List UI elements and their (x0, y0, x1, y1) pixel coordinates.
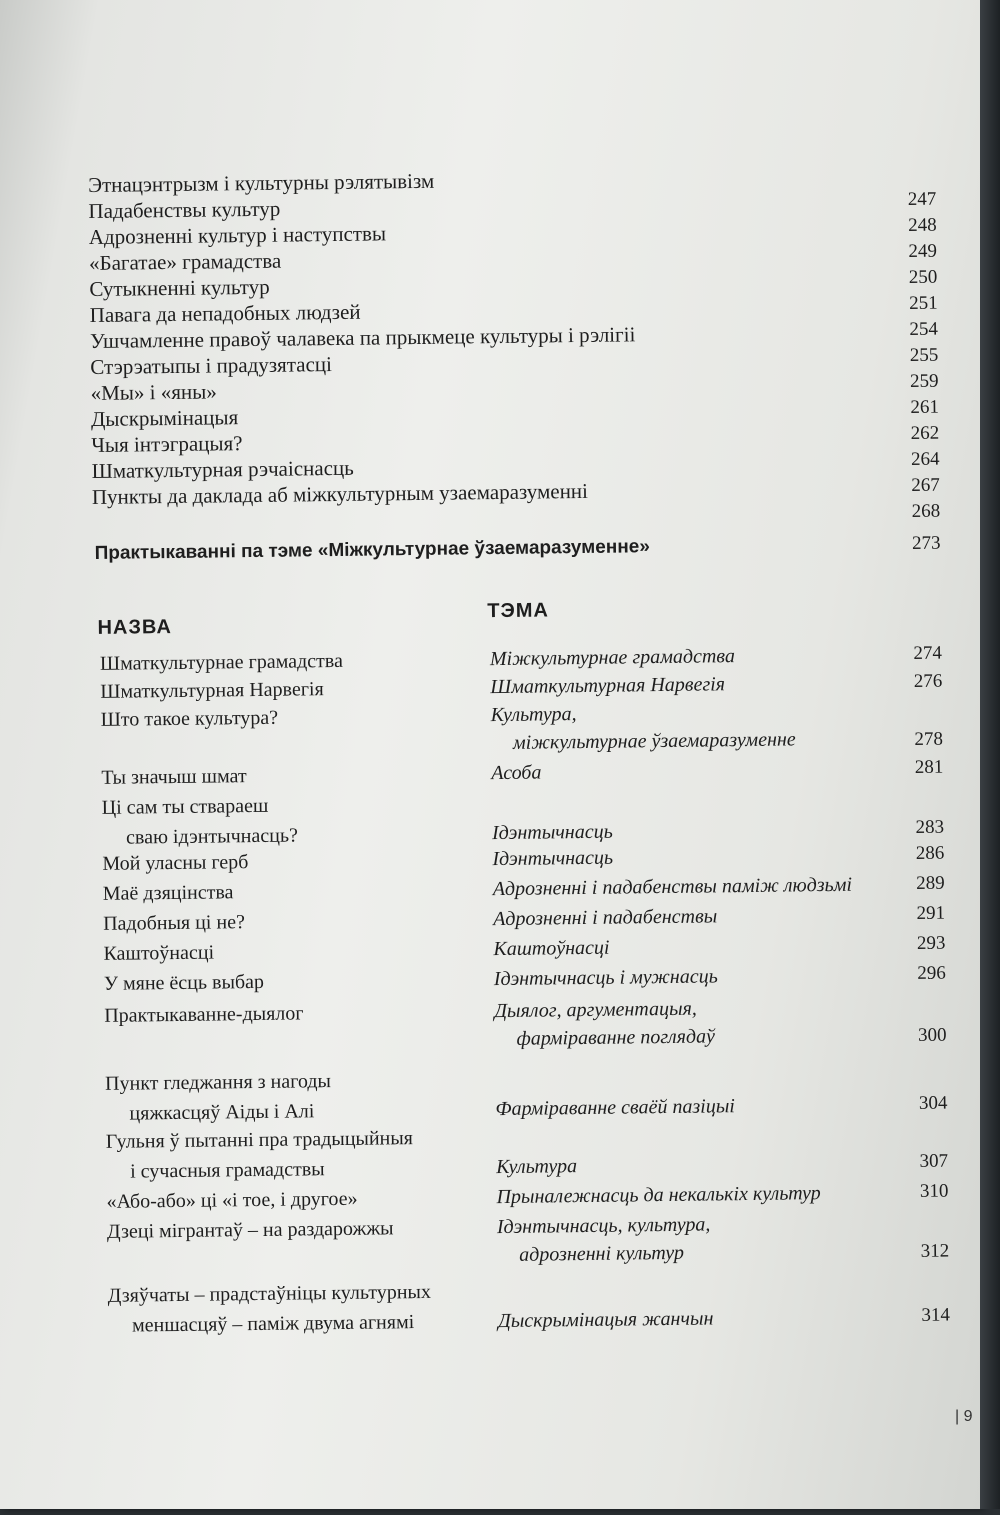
exercise-theme: Ідэнтычнасць, культура, (496, 1213, 711, 1239)
exercise-name: У мяне ёсць выбар (103, 970, 265, 995)
exercise-theme: Каштоўнасці (493, 936, 610, 961)
exercise-name: Ці сам ты ствараеш (101, 794, 269, 819)
exercise-theme: Ідэнтычнасць (491, 820, 613, 845)
page-number: | 9 (955, 1408, 973, 1425)
exercise-name: Дзяўчаты – прадстаўніцы культурных (107, 1280, 432, 1307)
exercise-theme: Шматкультурная Нарвегія (490, 673, 726, 699)
toc-page: 251 (909, 292, 938, 314)
exercise-theme-line2: фарміраванне поглядаў (516, 1025, 716, 1050)
exercise-page: 291 (916, 902, 946, 924)
exercise-page: 300 (917, 1024, 947, 1046)
toc-title: Павага да непадобных людзей (89, 299, 361, 327)
column-header-name: НАЗВА (97, 616, 172, 639)
exercise-theme-line2: адрозненні культур (519, 1241, 685, 1266)
toc-page: 249 (908, 240, 938, 262)
toc-page: 250 (908, 266, 938, 288)
toc-page: 248 (908, 214, 937, 236)
exercise-name: Каштоўнасці (103, 941, 215, 965)
toc-title: Шматкультурная рэчаіснасць (91, 455, 354, 483)
exercise-page: 314 (921, 1304, 951, 1326)
toc-title: Пункты да даклада аб міжкультурным узаемаразуменні (91, 478, 589, 509)
exercise-name: Маё дзяцінства (102, 881, 234, 905)
exercise-theme: Культура, (490, 703, 577, 727)
exercise-name: Падобныя ці не? (103, 911, 246, 935)
exercise-page: 296 (917, 962, 946, 984)
exercise-page: 310 (919, 1180, 949, 1202)
exercise-name: Гульня ў пытанні пра традыцыйныя (105, 1127, 414, 1153)
toc-title: «Мы» і «яны» (90, 379, 217, 405)
exercise-page: 274 (913, 642, 943, 664)
praktykavanni-heading (94, 533, 940, 565)
exercise-name-line2: меншасцяў – паміж двума агнямі (131, 1311, 415, 1337)
exercise-theme: Адрозненні і падабенствы (492, 905, 718, 931)
exercise-name: Практыкаванне-дыялог (104, 1002, 304, 1027)
exercise-theme: Дыскрымінацыя жанчын (497, 1307, 714, 1333)
praktykavanni-page: 273 (911, 532, 941, 554)
exercise-theme: Міжкультурнае грамадства (489, 645, 736, 671)
exercise-name: Шматкультурнае грамадства (99, 649, 344, 675)
toc-page: 247 (907, 188, 937, 210)
praktykavanni-title: Практыкаванні па тэме «Міжкультурнае ўзаемаразуменне» (94, 536, 650, 564)
exercise-theme: Адрозненні і падабенствы паміж людзьмі (492, 873, 853, 901)
exercise-name: Пункт гледжання з нагоды (104, 1070, 332, 1095)
toc-title: Дыскрымінацыя (90, 405, 239, 431)
toc-page: 268 (911, 500, 941, 522)
toc-page: 254 (909, 318, 939, 340)
exercise-name: Дзеці мігрантаў – на раздарожжы (106, 1217, 394, 1243)
exercise-theme: Асоба (491, 761, 542, 785)
exercise-page: 304 (918, 1092, 948, 1114)
exercise-page: 278 (914, 728, 944, 750)
exercise-page: 293 (916, 932, 946, 954)
exercise-theme-line2: міжкультурнае ўзаемаразуменне (512, 728, 796, 754)
toc-page: 255 (909, 344, 939, 366)
toc-page: 261 (910, 396, 940, 418)
exercise-name-line2: цяжкасцяў Аіды і Алі (129, 1100, 315, 1125)
toc-title: Падабенствы культур (88, 196, 281, 224)
toc-title: Чыя інтэграцыя? (91, 431, 243, 457)
toc-top-list (0, 0, 974, 522)
exercise-page: 312 (920, 1240, 950, 1262)
toc-page: 259 (909, 370, 939, 392)
exercise-name: Шматкультурная Нарвегія (100, 678, 324, 703)
exercise-page: 276 (913, 670, 943, 692)
exercise-page: 286 (915, 842, 945, 864)
toc-page: 264 (910, 448, 940, 470)
toc-title: Сутыкненні культур (89, 274, 270, 301)
book-edge (980, 0, 1000, 1509)
exercise-page: 307 (919, 1150, 949, 1172)
toc-page: 267 (911, 474, 940, 496)
exercise-theme: Дыялог, аргументацыя, (494, 997, 697, 1023)
exercise-theme: Прыналежнасць да некалькіх культур (496, 1182, 821, 1209)
exercise-theme: Культура (496, 1155, 578, 1179)
exercise-theme: Ідэнтычнасць і мужнасць (493, 965, 718, 991)
exercise-name: Што такое культура? (100, 706, 279, 731)
exercise-theme: Фарміраванне сваёй пазіцыі (495, 1095, 735, 1121)
exercise-page: 289 (916, 872, 945, 894)
toc-title: «Багатае» грамадства (88, 248, 282, 276)
exercise-name: «Або-або» ці «і тое, і другое» (106, 1187, 358, 1213)
exercise-name-line2: сваю ідэнтычнасць? (125, 824, 299, 849)
exercise-name-line2: і сучасныя грамадствы (130, 1158, 325, 1183)
toc-title: Стэрэатыпы і прадузятасці (90, 352, 333, 379)
toc-page: 262 (910, 422, 940, 444)
exercise-page: 283 (915, 816, 945, 838)
exercise-theme: Ідэнтычнасць (492, 846, 614, 871)
toc-title: Адрозненні культур і наступствы (88, 221, 387, 250)
exercise-name: Мой уласны герб (102, 851, 249, 875)
toc-title: Этнацэнтрызм і культурны рэлятывізм (87, 168, 435, 198)
column-header-theme: ТЭМА (487, 599, 550, 623)
exercise-name: Ты значыш шмат (101, 765, 247, 789)
toc-title: Ушчамленне правоў чалавека па прыкмеце культуры і рэлігіі (89, 322, 636, 353)
exercise-page: 281 (914, 756, 944, 778)
